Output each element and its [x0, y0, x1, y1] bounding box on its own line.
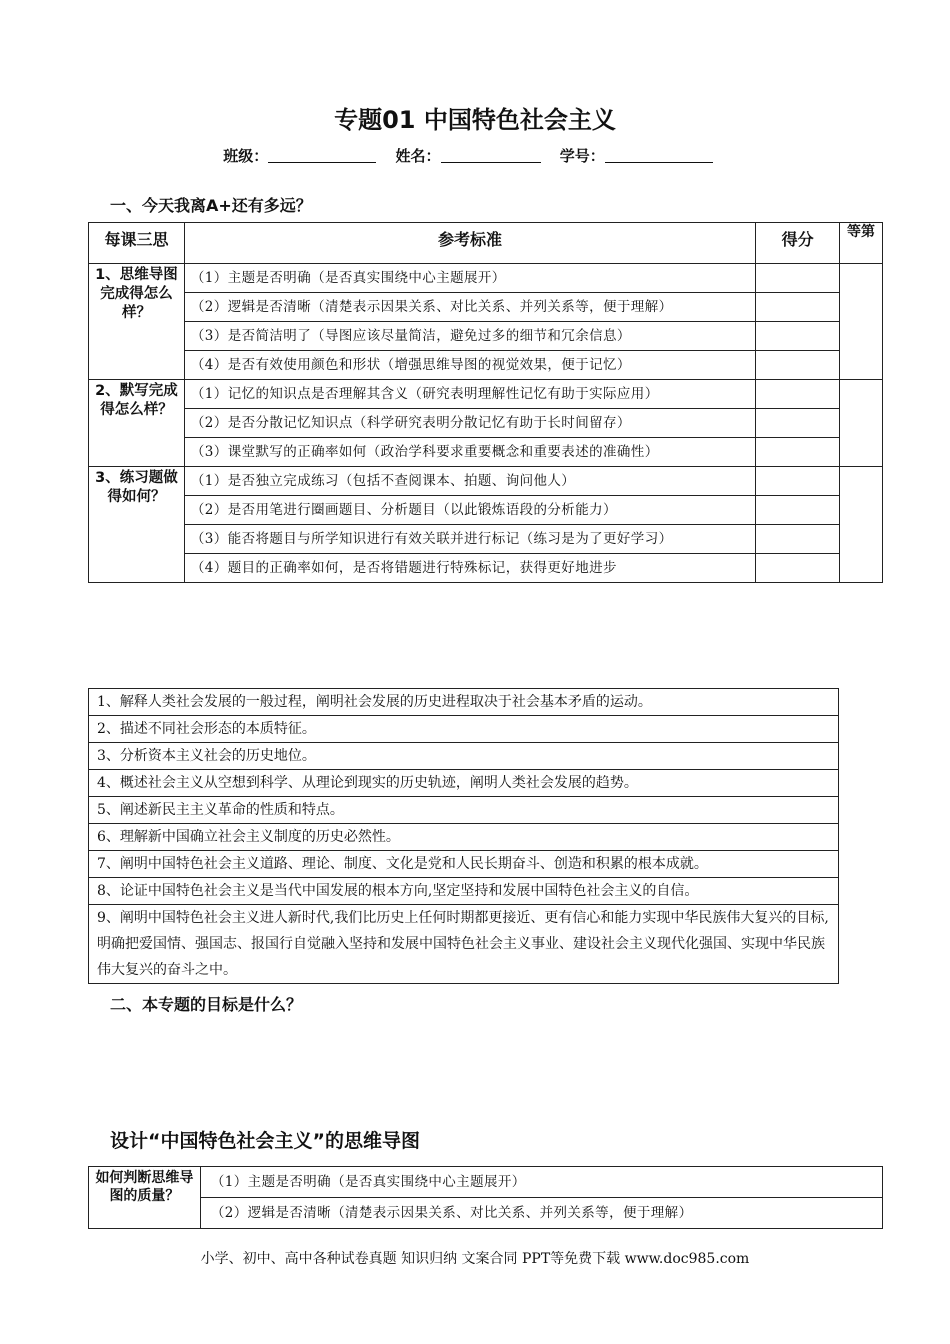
table-row	[89, 438, 883, 467]
criterion-text: （4）题目的正确率如何，是否将错题进行特殊标记，获得更好地进步	[184, 554, 755, 583]
student-id-label: 学号：	[559, 147, 605, 165]
criterion-text: （1）记忆的知识点是否理解其含义（研究表明理解性记忆有助于实际应用）	[184, 380, 755, 409]
grade-cell[interactable]	[840, 264, 883, 380]
table-row	[89, 824, 839, 851]
score-cell[interactable]	[756, 554, 840, 583]
class-blank[interactable]	[268, 147, 376, 163]
criterion-text: （1）主题是否明确（是否真实围绕中心主题展开）	[184, 264, 755, 293]
table-row	[89, 770, 839, 797]
score-cell[interactable]	[756, 380, 840, 409]
mindmap-quality-table	[88, 1166, 883, 1229]
class-label: 班级：	[223, 147, 269, 165]
category-quality: 如何判断思维导图的质量？	[89, 1167, 201, 1229]
score-cell[interactable]	[756, 351, 840, 380]
table-row	[89, 380, 883, 409]
goal-item: 4、概述社会主义从空想到科学、从理论到现实的历史轨迹，阐明人类社会发展的趋势。	[89, 770, 839, 797]
goal-item: 6、理解新中国确立社会主义制度的历史必然性。	[89, 824, 839, 851]
criterion-text: （2）是否分散记忆知识点（科学研究表明分散记忆有助于长时间留存）	[184, 409, 755, 438]
goal-item: 1、解释人类社会发展的一般过程，阐明社会发展的历史进程取决于社会基本矛盾的运动。	[89, 689, 839, 716]
header-grade: 等第	[840, 223, 883, 264]
table-row	[89, 351, 883, 380]
table-row	[89, 322, 883, 351]
name-label: 姓名：	[395, 147, 441, 165]
criterion-text: （1）是否独立完成练习（包括不查阅课本、拍题、询问他人）	[184, 467, 755, 496]
score-cell[interactable]	[756, 264, 840, 293]
goal-item: 8、论证中国特色社会主义是当代中国发展的根本方向,坚定坚持和发展中国特色社会主义的自信。	[89, 878, 839, 905]
table-row	[89, 743, 839, 770]
table-row	[89, 716, 839, 743]
criterion-text: （2）是否用笔进行圈画题目、分析题目（以此锻炼语段的分析能力）	[184, 496, 755, 525]
table-row	[89, 878, 839, 905]
criterion-text: （3）能否将题目与所学知识进行有效关联并进行标记（练习是为了更好学习）	[184, 525, 755, 554]
table-row	[89, 851, 839, 878]
score-cell[interactable]	[756, 438, 840, 467]
score-cell[interactable]	[756, 496, 840, 525]
student-info	[0, 145, 950, 166]
table-row	[89, 264, 883, 293]
footer-text: 小学、初中、高中各种试卷真题 知识归纳 文案合同 PPT等免费下载 www.doc985.com	[200, 1251, 750, 1267]
table-row	[89, 554, 883, 583]
table-row	[89, 1167, 883, 1198]
goal-item: 9、阐明中国特色社会主义进人新时代,我们比历史上任何时期都更接近、更有信心和能力实现中华民族伟大复兴的目标,明确把爱国情、强国志、报国行自觉融入坚持和发展中国特色社会主义事业、建设社会主义现代化强国、实现中华民族伟大复兴的奋斗之中。	[89, 905, 839, 984]
goal-item: 3、分析资本主义社会的历史地位。	[89, 743, 839, 770]
header-criteria: 参考标准	[184, 223, 755, 264]
header-score: 得分	[756, 223, 840, 264]
student-id-blank[interactable]	[605, 147, 713, 163]
criterion-text: （3）是否简洁明了（导图应该尽量简洁，避免过多的细节和冗余信息）	[184, 322, 755, 351]
table-row	[89, 293, 883, 322]
self-assessment-table	[88, 222, 883, 583]
table-row	[89, 689, 839, 716]
score-cell[interactable]	[756, 467, 840, 496]
table-row	[89, 525, 883, 554]
criterion-text: （1）主题是否明确（是否真实围绕中心主题展开）	[200, 1167, 882, 1198]
goals-table	[88, 688, 839, 984]
grade-cell[interactable]	[840, 467, 883, 583]
table-row	[89, 905, 839, 984]
header-reflection: 每课三思	[89, 223, 185, 264]
table-header-row	[89, 223, 883, 264]
table-row	[89, 467, 883, 496]
criterion-text: （2）逻辑是否清晰（清楚表示因果关系、对比关系、并列关系等，便于理解）	[200, 1198, 882, 1229]
table-row	[89, 496, 883, 525]
section1-heading: 一、今天我离A+还有多远？	[110, 196, 312, 215]
name-blank[interactable]	[441, 147, 541, 163]
category-mindmap: 1、思维导图完成得怎么样？	[89, 264, 185, 380]
criterion-text: （2）逻辑是否清晰（清楚表示因果关系、对比关系、并列关系等，便于理解）	[184, 293, 755, 322]
table-row	[89, 1198, 883, 1229]
goal-item: 2、描述不同社会形态的本质特征。	[89, 716, 839, 743]
section2-heading: 二、本专题的目标是什么？	[110, 995, 303, 1014]
table-row	[89, 797, 839, 824]
section3-heading: 设计“中国特色社会主义”的思维导图	[110, 1130, 420, 1152]
table-row	[89, 409, 883, 438]
score-cell[interactable]	[756, 409, 840, 438]
score-cell[interactable]	[756, 293, 840, 322]
grade-cell[interactable]	[840, 380, 883, 467]
criterion-text: （3）课堂默写的正确率如何（政治学科要求重要概念和重要表述的准确性）	[184, 438, 755, 467]
criterion-text: （4）是否有效使用颜色和形状（增强思维导图的视觉效果，便于记忆）	[184, 351, 755, 380]
score-cell[interactable]	[756, 525, 840, 554]
goal-item: 7、阐明中国特色社会主义道路、理论、制度、文化是党和人民长期奋斗、创造和积累的根本成就。	[89, 851, 839, 878]
category-exercises: 3、练习题做得如何？	[89, 467, 185, 583]
page-title: 专题01 中国特色社会主义	[334, 106, 616, 134]
score-cell[interactable]	[756, 322, 840, 351]
goal-item: 5、阐述新民主主义革命的性质和特点。	[89, 797, 839, 824]
category-dictation: 2、默写完成得怎么样？	[89, 380, 185, 467]
